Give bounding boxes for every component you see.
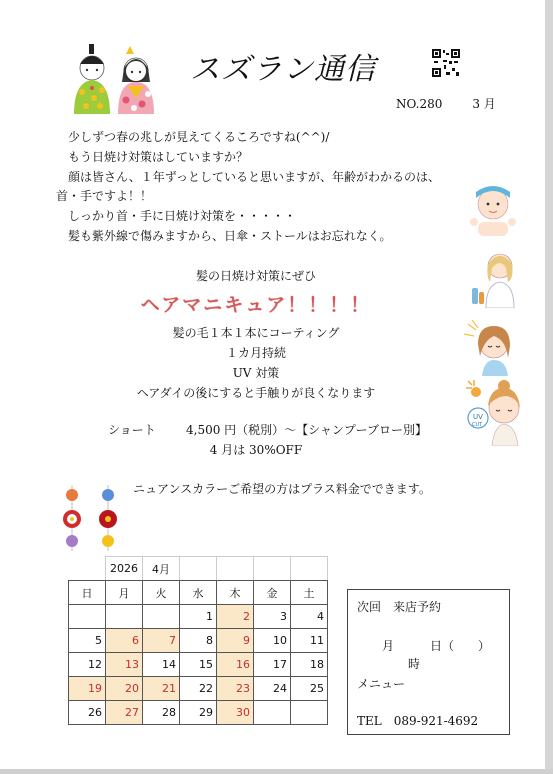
intro-line: もう日焼け対策はしていますか？ — [56, 149, 249, 164]
calendar-day: 4 — [291, 605, 328, 629]
calendar-day: 9 — [217, 629, 254, 653]
feature-desc-line: 髪の毛１本１本にコーティング — [172, 326, 340, 340]
calendar-day: 18 — [291, 653, 328, 677]
calendar-day: 29 — [180, 701, 217, 725]
sunscreen-icon — [468, 248, 518, 308]
calendar-day: 6 — [106, 629, 143, 653]
issue-number: NO.280 — [396, 97, 443, 111]
page-bottom-edge — [0, 769, 553, 774]
calendar-day: 7 — [143, 629, 180, 653]
calendar-day: 3 — [254, 605, 291, 629]
calendar-day: 22 — [180, 677, 217, 701]
discount-note: 4 月は 30%OFF — [209, 443, 303, 457]
calendar-day: 27 — [106, 701, 143, 725]
calendar — [68, 556, 328, 725]
calendar-day: 11 — [291, 629, 328, 653]
svg-text:UV: UV — [473, 413, 483, 421]
calendar-day — [254, 701, 291, 725]
reservation-tel: TEL 089-921-4692 — [357, 714, 479, 728]
calendar-day: 28 — [143, 701, 180, 725]
calendar-day: 10 — [254, 629, 291, 653]
price-value: 4,500 円（税別）～【シャンプーブロー別】 — [186, 423, 427, 437]
intro-line: 顔は皆さん、１年ずっとしていると思いますが、年齢がわかるのは、 — [56, 169, 441, 184]
issue-info — [396, 95, 496, 112]
face-care-icon — [470, 182, 516, 238]
calendar-day: 12 — [69, 653, 106, 677]
uv-cut-icon — [466, 378, 526, 446]
calendar-month: 4月 — [143, 557, 180, 581]
calendar-day: 1 — [180, 605, 217, 629]
price-course: ショート — [108, 423, 156, 437]
reservation-date: 月 日（ ） — [382, 639, 491, 653]
calendar-week-row — [69, 653, 328, 677]
intro-line: しっかり首・手に日焼け対策を・・・・・ — [56, 209, 297, 224]
calendar-week-row — [69, 605, 328, 629]
calendar-day — [291, 701, 328, 725]
calendar-day: 25 — [291, 677, 328, 701]
svg-text:CUT: CUT — [472, 422, 483, 428]
weekday-header: 土 — [291, 581, 328, 605]
weekday-header: 日 — [69, 581, 106, 605]
feature-headline: ヘアマニキュア！！！！ — [140, 294, 372, 316]
calendar-day: 15 — [180, 653, 217, 677]
calendar-corner — [69, 557, 106, 581]
nuance-color-note: ニュアンスカラーご希望の方はプラス料金でできます。 — [133, 482, 431, 496]
calendar-day — [69, 605, 106, 629]
intro-line: 少しずつ春の兆しが見えてくるころですね(^^)/ — [56, 130, 330, 144]
calendar-year: 2026 — [106, 557, 143, 581]
feature-desc-line: １カ月持続 — [225, 346, 286, 360]
calendar-day: 2 — [217, 605, 254, 629]
calendar-day: 19 — [69, 677, 106, 701]
calendar-day: 26 — [69, 701, 106, 725]
ornament-icon — [60, 485, 124, 551]
newsletter-title: スズラン通信 — [190, 52, 376, 87]
price-line — [108, 421, 427, 438]
weekday-header: 水 — [180, 581, 217, 605]
calendar-day: 5 — [69, 629, 106, 653]
calendar-day: 8 — [180, 629, 217, 653]
calendar-week-row — [69, 629, 328, 653]
calendar-week-row — [69, 677, 328, 701]
calendar-day: 20 — [106, 677, 143, 701]
weekday-header: 金 — [254, 581, 291, 605]
issue-month: 3 月 — [472, 97, 496, 111]
calendar-day: 21 — [143, 677, 180, 701]
calendar-day: 30 — [217, 701, 254, 725]
calendar-day: 23 — [217, 677, 254, 701]
reservation-time: 時 — [408, 657, 421, 671]
reservation-menu: メニュー — [357, 677, 406, 691]
calendar-week-row — [69, 701, 328, 725]
reservation-title: 次回 来店予約 — [357, 600, 442, 614]
feature-desc-line: UV 対策 — [232, 366, 280, 380]
calendar-day: 16 — [217, 653, 254, 677]
calendar-day: 13 — [106, 653, 143, 677]
calendar-day: 24 — [254, 677, 291, 701]
hina-dolls-icon — [70, 42, 170, 114]
intro-text — [56, 128, 440, 247]
intro-line: 首・手ですよ！！ — [56, 189, 153, 204]
weekday-header: 火 — [143, 581, 180, 605]
feature-desc-line: ヘアダイの後にすると手触りが良くなります — [136, 386, 376, 400]
calendar-day: 17 — [254, 653, 291, 677]
feature-description — [56, 323, 456, 403]
calendar-day — [143, 605, 180, 629]
scrollbar[interactable] — [545, 0, 553, 774]
weekday-header: 木 — [217, 581, 254, 605]
sun-woman-icon — [462, 318, 518, 376]
calendar-day — [106, 605, 143, 629]
reservation-box — [347, 589, 510, 735]
calendar-day: 14 — [143, 653, 180, 677]
weekday-header: 月 — [106, 581, 143, 605]
calendar-days — [69, 605, 328, 725]
intro-line: 髪も紫外線で傷みますから、日傘・ストールはお忘れなく。 — [56, 228, 392, 243]
qr-code-icon — [432, 49, 460, 77]
feature-subtitle: 髪の日焼け対策にぜひ — [195, 269, 316, 283]
